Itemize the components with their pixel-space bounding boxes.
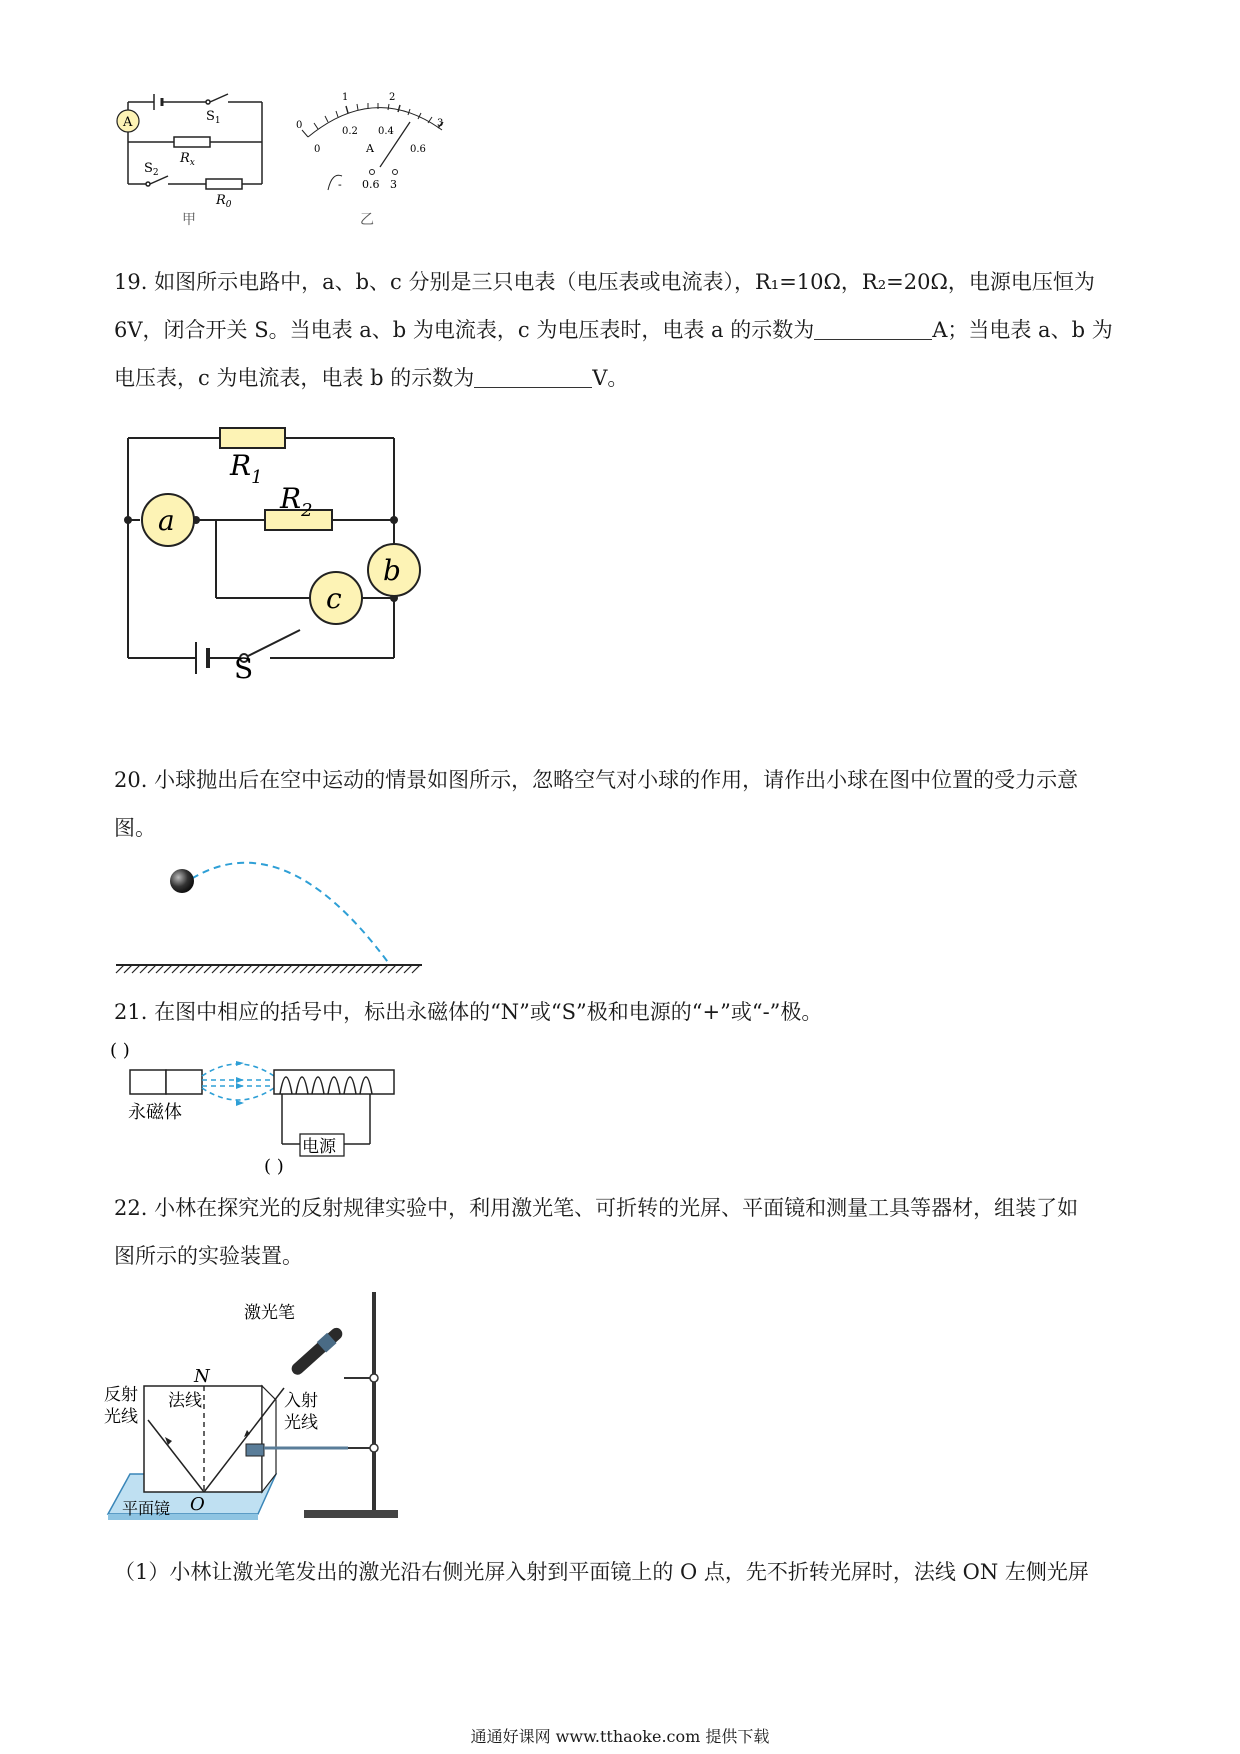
ammeter-label: A bbox=[123, 115, 133, 130]
rx-label: $R_x$ bbox=[180, 151, 195, 168]
answer-blank-1[interactable] bbox=[814, 317, 932, 340]
figure-21-magnet bbox=[108, 1036, 408, 1176]
dial-tick-3: 3 bbox=[437, 118, 444, 129]
laser-pen-icon bbox=[289, 1325, 346, 1378]
dial-tick-02: 0.2 bbox=[342, 126, 358, 137]
yi-label: 乙 bbox=[360, 212, 374, 228]
ground-hatch bbox=[116, 965, 420, 973]
dial-unit: A bbox=[366, 142, 374, 155]
q20-line1: 20. 小球抛出后在空中运动的情景如图所示，忽略空气对小球的作用，请作出小球在图中位置的受力示意 bbox=[114, 768, 1079, 792]
r1-label: $R_1$ bbox=[230, 449, 263, 488]
terminal-minus: - bbox=[338, 178, 342, 191]
q21-line1: 21. 在图中相应的括号中，标出永磁体的“N”或“S”极和电源的“+”或“-”极。 bbox=[114, 1000, 823, 1024]
incident-label-1: 入射 bbox=[284, 1391, 318, 1411]
dial-tick-1: 1 bbox=[342, 92, 349, 103]
terminal-06: 0.6 bbox=[362, 178, 380, 191]
answer-blank-2[interactable] bbox=[474, 365, 592, 388]
s1-label: $S_1$ bbox=[206, 109, 221, 126]
figure-20-projectile bbox=[110, 855, 430, 975]
question-19 bbox=[114, 258, 1124, 402]
meter-b-label: b bbox=[383, 554, 401, 587]
q19-line1: 19. 如图所示电路中，a、b、c 分别是三只电表（电压表或电流表），R₁=10Ω，R₂=20Ω，电源电压恒为 bbox=[114, 270, 1095, 294]
terminal-3: 3 bbox=[390, 178, 397, 191]
reflect-label-2: 光线 bbox=[104, 1407, 138, 1427]
figure-18-circuit bbox=[110, 92, 530, 252]
switch-s-label: S bbox=[234, 652, 254, 685]
dial-zero-bottom: 0 bbox=[314, 144, 321, 155]
reflect-label-1: 反射 bbox=[104, 1385, 138, 1405]
stand-base bbox=[304, 1510, 398, 1518]
q20-line2: 图。 bbox=[114, 816, 156, 840]
q22-sub1-line: （1）小林让激光笔发出的激光沿右侧光屏入射到平面镜上的 O 点，先不折转光屏时，法线 ON 左侧光屏 bbox=[114, 1560, 1089, 1584]
incident-label-2: 光线 bbox=[284, 1413, 318, 1433]
dial-zero-top: 0 bbox=[296, 120, 303, 131]
n-label: N bbox=[194, 1366, 210, 1387]
resistor-r1 bbox=[220, 428, 285, 448]
r0-label: $R_0$ bbox=[216, 193, 232, 210]
normal-label: 法线 bbox=[168, 1391, 202, 1411]
ball-icon bbox=[170, 869, 194, 893]
r2-label: $R_2$ bbox=[280, 482, 313, 521]
question-21 bbox=[114, 988, 1124, 1036]
dial-tick-04: 0.4 bbox=[378, 126, 394, 137]
q22-line2: 图所示的实验装置。 bbox=[114, 1244, 303, 1268]
q19-line3: 电压表，c 为电流表，电表 b 的示数为 V。 bbox=[114, 366, 629, 390]
question-22 bbox=[114, 1184, 1124, 1280]
power-label: 电源 bbox=[302, 1137, 336, 1157]
o-label: O bbox=[190, 1494, 205, 1515]
q19-line2: 6V，闭合开关 S。当电表 a、b 为电流表，c 为电压表时，电表 a 的示数为 A；当电表 a、b 为 bbox=[114, 318, 1113, 342]
question-20 bbox=[114, 756, 1124, 852]
power-bracket[interactable]: ( ) bbox=[264, 1156, 284, 1177]
jia-label: 甲 bbox=[182, 212, 196, 228]
question-22-sub1 bbox=[114, 1548, 1124, 1596]
meter-a-label: a bbox=[158, 504, 175, 537]
laser-label: 激光笔 bbox=[244, 1303, 295, 1323]
page-footer: 通通好课网 www.tthaoke.com 提供下载 bbox=[470, 1727, 770, 1746]
dial-tick-2: 2 bbox=[389, 92, 396, 103]
s2-label: $S_2$ bbox=[144, 161, 159, 178]
figure-19-circuit bbox=[110, 420, 430, 685]
figure-22-reflection bbox=[104, 1288, 428, 1528]
permanent-magnet bbox=[166, 1070, 202, 1094]
magnet-label: 永磁体 bbox=[128, 1102, 182, 1123]
q22-line1: 22. 小林在探究光的反射规律实验中，利用激光笔、可折转的光屏、平面镜和测量工具等器材，组装了如 bbox=[114, 1196, 1079, 1220]
magnet-bracket[interactable]: ( ) bbox=[110, 1040, 130, 1061]
dial-tick-06: 0.6 bbox=[410, 144, 426, 155]
mirror-label: 平面镜 bbox=[122, 1499, 171, 1518]
meter-c-label: c bbox=[326, 582, 342, 615]
